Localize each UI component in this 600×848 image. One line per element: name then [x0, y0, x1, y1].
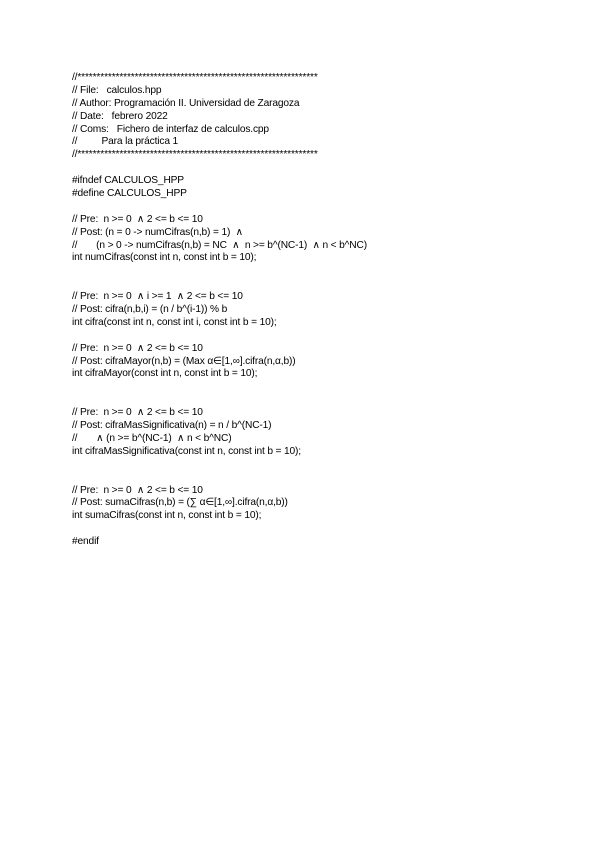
numcifras-declaration: int numCifras(const int n, const int b = 10);: [72, 252, 257, 264]
blank-line: [72, 330, 572, 343]
blank-line: [72, 278, 572, 291]
sumacifras-post-comment: // Post: sumaCifras(n,b) = (∑ α∈[1,∞].cifra(n,α,b)): [72, 497, 288, 509]
define-directive: #define CALCULOS_HPP: [72, 188, 187, 200]
ciframassignificativa-post-comment-cont: // ∧ (n >= b^(NC-1) ∧ n < b^NC): [72, 432, 232, 444]
header-rule-top: //***************************************************************: [72, 72, 318, 83]
code-listing: [72, 72, 572, 549]
date-comment-line: // Date: febrero 2022: [72, 110, 168, 122]
cifra-post-comment: // Post: cifra(n,b,i) = (n / b^(i-1)) % b: [72, 304, 228, 316]
ciframayor-declaration: int cifraMayor(const int n, const int b = 10);: [72, 368, 258, 380]
ciframassignificativa-post-comment: // Post: cifraMasSignificativa(n) = n / b^(NC-1): [72, 420, 272, 432]
numcifras-post-comment-cont: // (n > 0 -> numCifras(n,b) = NC ∧ n >= b^(NC-1) ∧ n < b^NC): [72, 239, 367, 251]
blank-line: [72, 472, 572, 485]
sumacifras-pre-comment: // Pre: n >= 0 ∧ 2 <= b <= 10: [72, 484, 203, 496]
file-comment-line: // File: calculos.hpp: [72, 84, 162, 96]
ciframassignificativa-pre-comment: // Pre: n >= 0 ∧ 2 <= b <= 10: [72, 407, 203, 419]
ciframayor-pre-comment: // Pre: n >= 0 ∧ 2 <= b <= 10: [72, 342, 203, 354]
ciframassignificativa-declaration: int cifraMasSignificativa(const int n, const int b = 10);: [72, 445, 301, 457]
author-comment-line: // Author: Programación II. Universidad de Zaragoza: [72, 97, 300, 109]
blank-line: [72, 162, 572, 175]
blank-line: [72, 394, 572, 407]
numcifras-post-comment: // Post: (n = 0 -> numCifras(n,b) = 1) ∧: [72, 226, 243, 238]
numcifras-pre-comment: // Pre: n >= 0 ∧ 2 <= b <= 10: [72, 213, 203, 225]
sumacifras-declaration: int sumaCifras(const int n, const int b = 10);: [72, 510, 262, 522]
ciframayor-post-comment: // Post: cifraMayor(n,b) = (Max α∈[1,∞].cifra(n,α,b)): [72, 355, 296, 367]
cifra-pre-comment: // Pre: n >= 0 ∧ i >= 1 ∧ 2 <= b <= 10: [72, 291, 243, 303]
header-rule-bottom: //***************************************************************: [72, 149, 318, 161]
cifra-declaration: int cifra(const int n, const int i, const int b = 10);: [72, 316, 277, 328]
coms-comment-line: // Coms: Fichero de interfaz de calculos.cpp: [72, 123, 269, 135]
blank-line: [72, 523, 572, 536]
blank-line: [72, 381, 572, 394]
blank-line: [72, 265, 572, 278]
endif-directive: #endif: [72, 536, 99, 548]
ifndef-directive: #ifndef CALCULOS_HPP: [72, 175, 184, 187]
blank-line: [72, 459, 572, 472]
practice-comment-line: // Para la práctica 1: [72, 136, 179, 148]
blank-line: [72, 201, 572, 214]
